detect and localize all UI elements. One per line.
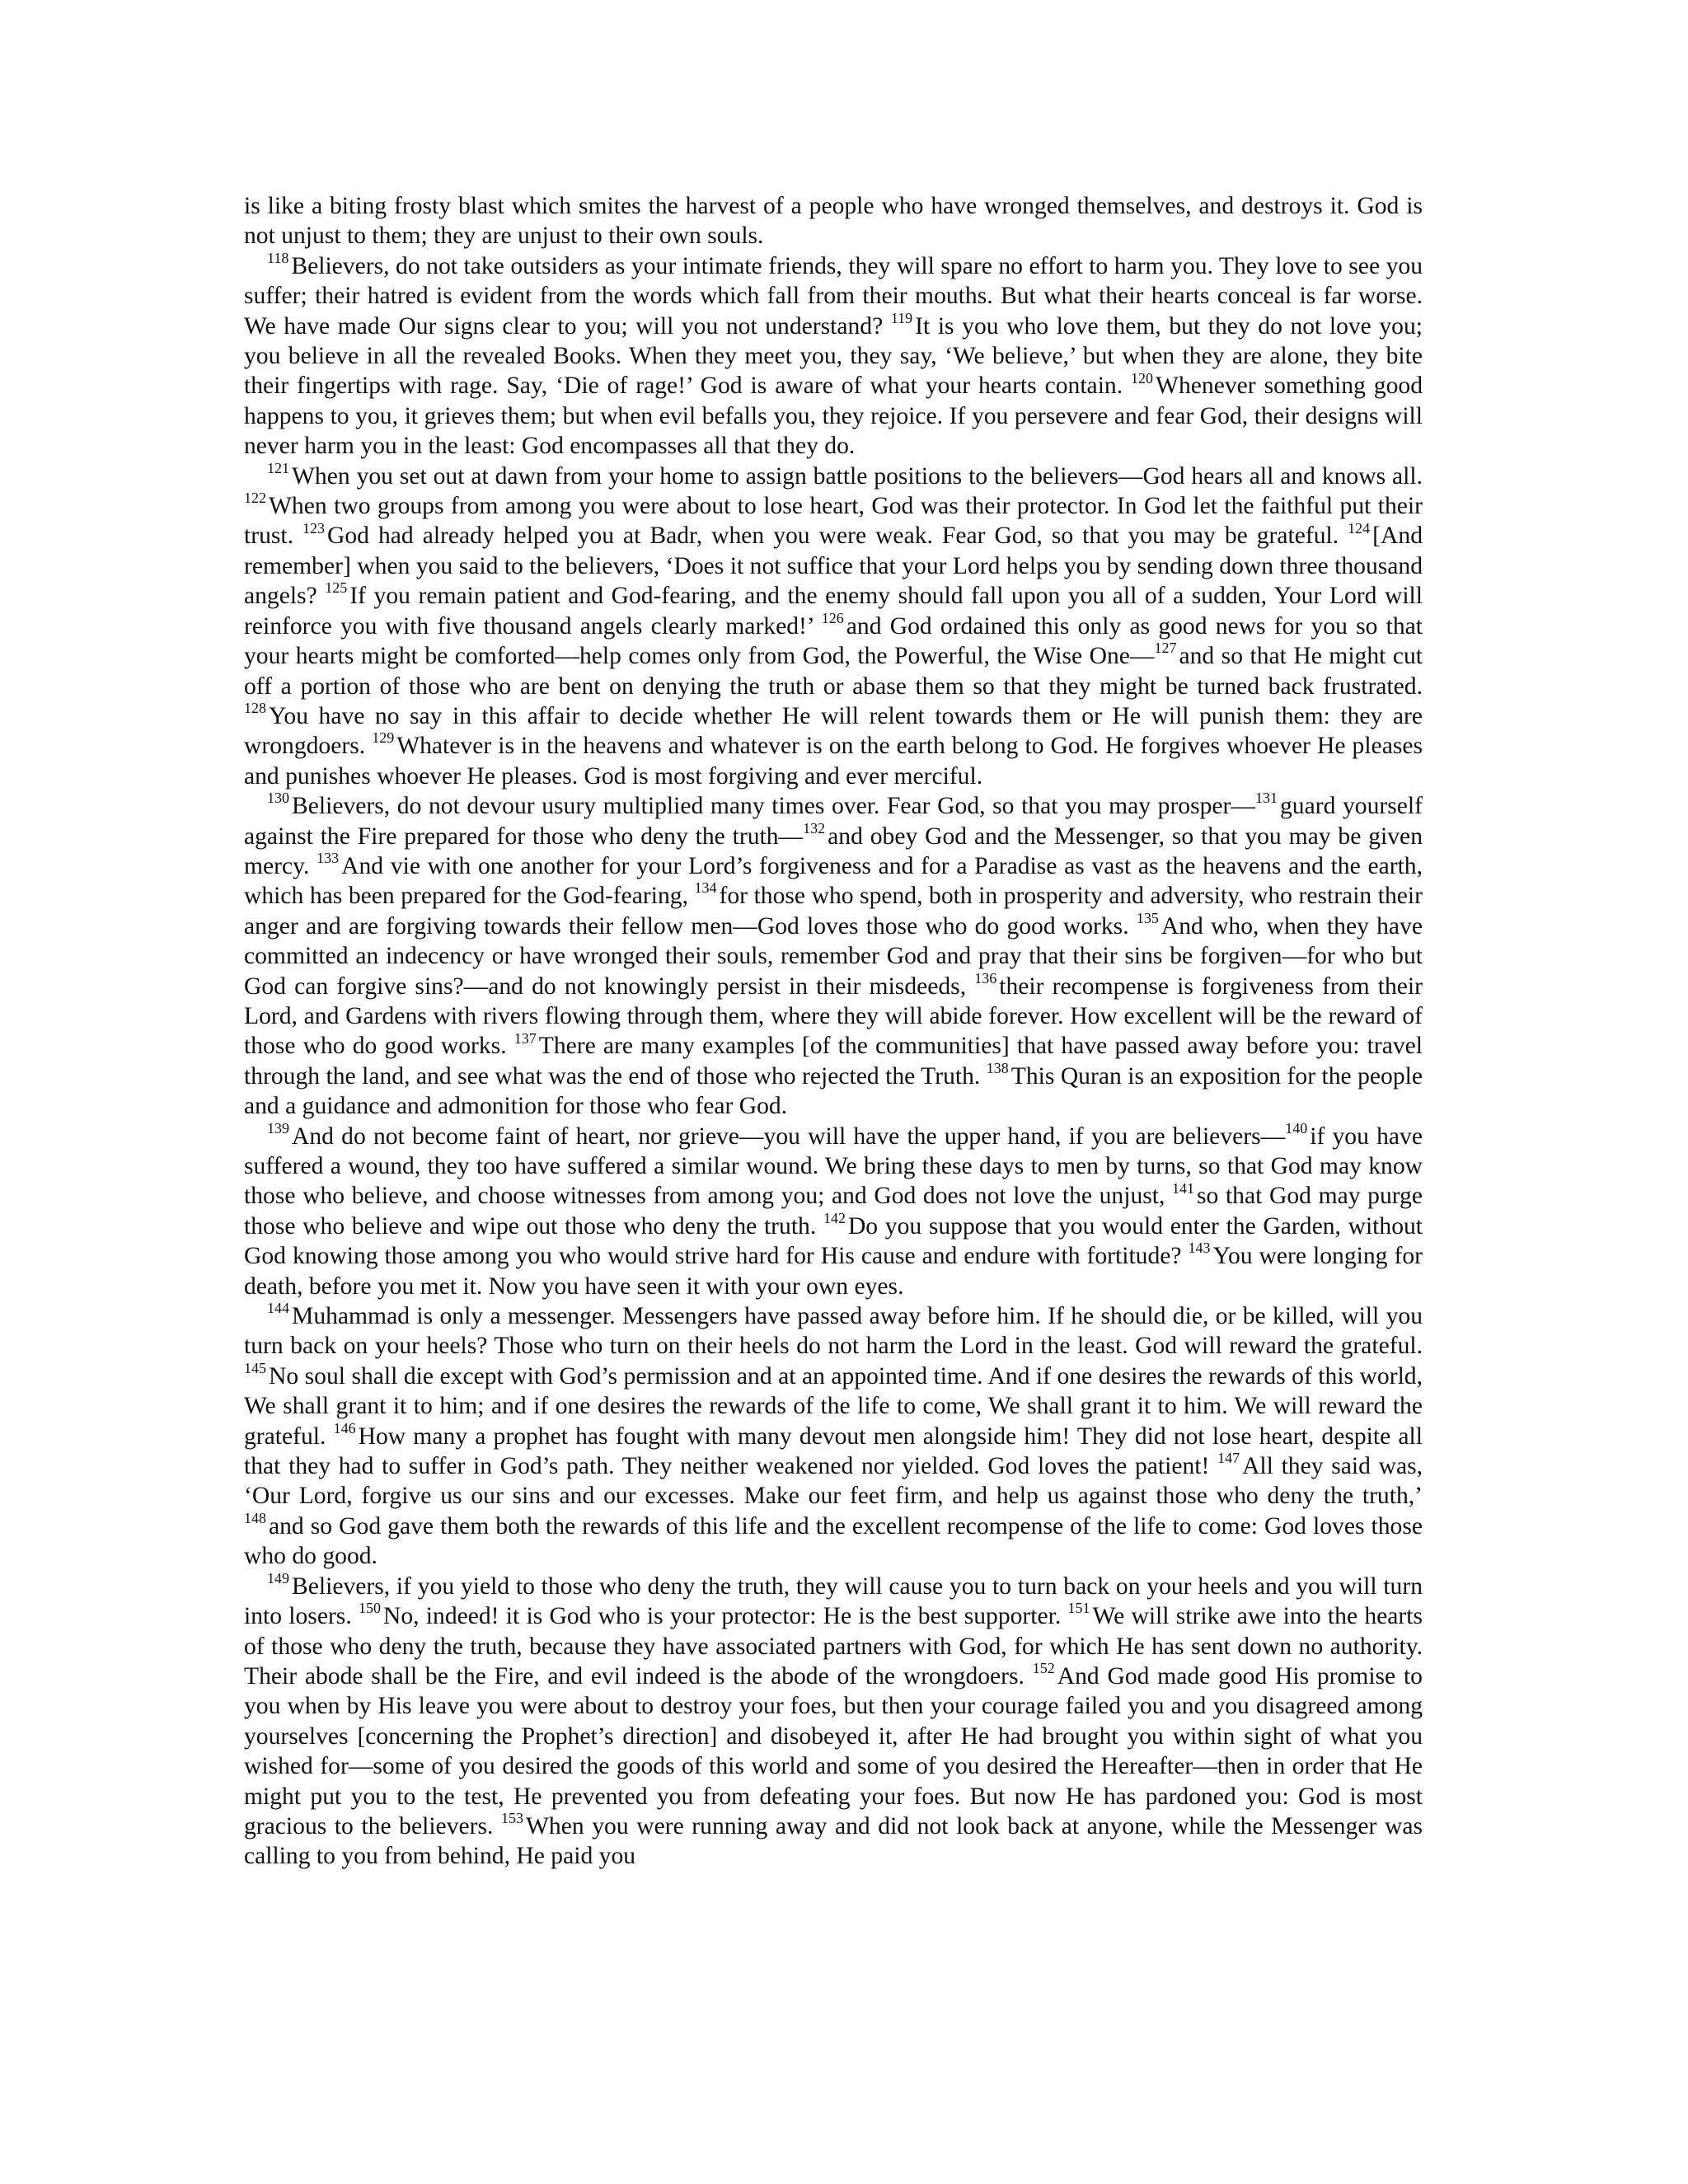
- paragraph: [244, 1301, 1423, 1572]
- verse-text: And God made good His promise to you when by His leave you were about to destroy your foes, but then your courage failed you and you disagreed among yourselves [concerning the Prophet’s direction] and disobeyed it, after He had brought you within sight of what you wished for—some of you desired the goods of this world and some of you desired the Hereafter—then in order that He might put you to the test, He prevented you from defeating your foes. But now He has pardoned you: God is most gracious to the believers.: [244, 1662, 1423, 1840]
- verse-number: 151: [1067, 1600, 1090, 1617]
- verse-number: 143: [1188, 1240, 1211, 1257]
- verse-text: Whenever something good happens to you, it grieves them; but when evil befalls you, they rejoice. If you persevere and fear God, their designs will never harm you in the least: God encompasses all that they do.: [244, 373, 1423, 460]
- paragraph: [244, 791, 1423, 1121]
- paragraph: [244, 251, 1423, 462]
- verse-number: 139: [267, 1119, 289, 1137]
- verse-text: God had already helped you at Badr, when you were weak. Fear God, so that you may be grateful.: [327, 523, 1348, 550]
- verse-text: guard yourself against the Fire prepared for those who deny the truth—: [244, 793, 1423, 850]
- verse-text: Do you suppose that you would enter the Garden, without God knowing those among you who would strive hard for His cause and endure with fortitude?: [244, 1212, 1423, 1270]
- verse-text: No soul shall die except with God’s permission and at an appointed time. And if one desires the rewards of this world, We shall grant it to him; and if one desires the rewards of the life to come, We shall grant it to him. We will reward the grateful.: [244, 1362, 1423, 1450]
- verse-number: 149: [267, 1569, 289, 1586]
- verse-text: When two groups from among you were about to lose heart, God was their protector. In God let the faithful put their trust.: [244, 493, 1423, 550]
- verse-number: 138: [986, 1059, 1009, 1076]
- verse-number: 125: [325, 579, 348, 597]
- verse-number: 124: [1348, 519, 1371, 537]
- verse-text: Muhammad is only a messenger. Messengers have passed away before him. If he should die, or be killed, will you turn back on your heels? Those who turn on their heels do not harm the Lord in the least. God will reward the grateful.: [244, 1303, 1423, 1360]
- verse-text: We will strike awe into the hearts of those who deny the truth, because they have associated partners with God, for which He has sent down no authority. Their abode shall be the Fire, and evil indeed is the abode of the wrongdoers.: [244, 1603, 1423, 1690]
- verse-number: 131: [1255, 790, 1278, 807]
- verse-number: 130: [267, 790, 289, 807]
- verse-number: 132: [803, 819, 826, 837]
- verse-number: 122: [244, 490, 266, 507]
- verse-text: How many a prophet has fought with many devout men alongside him! They did not lose heart, despite all that they had to suffer in God’s path. They neither weakened nor yielded. God loves the patient!: [244, 1422, 1423, 1480]
- verse-number: 144: [267, 1300, 289, 1317]
- verse-number: 153: [500, 1810, 523, 1827]
- verse-number: 145: [244, 1359, 266, 1376]
- verse-text: Believers, do not devour usury multiplied many times over. Fear God, so that you may prosper—: [292, 793, 1255, 820]
- verse-number: 140: [1285, 1119, 1308, 1137]
- verse-number: 120: [1131, 369, 1154, 387]
- verse-number: 136: [974, 969, 997, 987]
- verse-text: There are many examples [of the communities] that have passed away before you: travel through the land, and see what was the end of those who rejected the Truth.: [244, 1033, 1423, 1090]
- verse-number: 147: [1217, 1450, 1240, 1467]
- verse-number: 137: [513, 1029, 537, 1047]
- verse-number: 126: [821, 609, 844, 626]
- verse-number: 150: [358, 1600, 381, 1617]
- verse-text: You have no say in this affair to decide whether He will relent towards them or He will punish them: they are wrongdoers.: [244, 702, 1423, 760]
- verse-number: 128: [244, 700, 266, 717]
- verse-text: It is you who love them, but they do not love you; you believe in all the revealed Books. When they meet you, they say, ‘We believe,’ but when they are alone, they bite their fingertips with rage. Say, ‘Die of rage!’ God is aware of what your hearts contain.: [244, 312, 1423, 400]
- verse-text: and God ordained this only as good news for you so that your hearts might be comforted—help comes only from God, the Powerful, the Wise One—: [244, 612, 1423, 670]
- verse-text: And who, when they have committed an indecency or have wronged their souls, remember God and pray that their sins be forgiven—for who but God can forgive sins?—and do not knowingly persist in their misdeeds,: [244, 912, 1423, 1000]
- verse-number: 134: [694, 879, 717, 897]
- verse-text: Believers, do not take outsiders as your intimate friends, they will spare no effort to harm you. They love to see you suffer; their hatred is evident from the words which fall from their mouths. But what their hearts conceal is far worse. We have made Our signs clear to you; will you not understand?: [244, 252, 1423, 340]
- verse-text: You were longing for death, before you met it. Now you have seen it with your own eyes.: [244, 1243, 1423, 1300]
- verse-number: 152: [1032, 1660, 1055, 1677]
- verse-number: 119: [890, 309, 913, 326]
- verse-text: No, indeed! it is God who is your protector: He is the best supporter.: [382, 1603, 1068, 1630]
- verse-number: 127: [1154, 640, 1177, 657]
- verse-text: And do not become faint of heart, nor grieve—you will have the upper hand, if you are believers—: [292, 1122, 1286, 1150]
- verse-text: And vie with one another for your Lord’s forgiveness and for a Paradise as vast as the heavens and the earth, which has been prepared for the God-fearing,: [244, 852, 1423, 910]
- paragraph: [244, 1119, 1423, 1301]
- paragraph: [244, 459, 1423, 791]
- verse-text: When you were running away and did not look back at anyone, while the Messenger was calling to you from behind, He paid you: [244, 1812, 1423, 1870]
- verse-text: Believers, if you yield to those who deny the truth, they will cause you to turn back on your heels and you will turn into losers.: [244, 1572, 1423, 1630]
- verse-text: When you set out at dawn from your home to assign battle positions to the believers—God hears all and knows all.: [292, 462, 1423, 490]
- verse-number: 133: [316, 850, 340, 867]
- verse-number: 118: [267, 249, 289, 266]
- paragraph: [244, 191, 1423, 251]
- verse-number: 146: [333, 1419, 356, 1436]
- verse-text: [And remember] when you said to the believers, ‘Does it not suffice that your Lord helps you by sending down three thousand angels?: [244, 523, 1423, 610]
- verse-number: 135: [1136, 909, 1159, 926]
- verse-text: for those who spend, both in prosperity and adversity, who restrain their anger and are forgiving towards their fellow men—God loves those who do good works.: [244, 883, 1423, 940]
- verse-number: 123: [302, 519, 326, 537]
- paragraph: [244, 1569, 1423, 1872]
- verse-text: and so that He might cut off a portion of those who are bent on denying the truth or abase them so that they might be turned back frustrated.: [244, 643, 1423, 700]
- verse-text: and so God gave them both the rewards of this life and the excellent recompense of the life to come: God loves those who do good.: [244, 1512, 1423, 1570]
- verse-text: All they said was, ‘Our Lord, forgive us our sins and our excesses. Make our feet firm, and help us against those who deny the truth,’: [244, 1453, 1423, 1510]
- verse-text: so that God may purge those who believe and wipe out those who deny the truth.: [244, 1183, 1423, 1240]
- verse-number: 142: [823, 1209, 846, 1226]
- verse-number: 141: [1172, 1179, 1195, 1197]
- verse-text: Whatever is in the heavens and whatever is on the earth belong to God. He forgives whoever He pleases and punishes whoever He pleases. God is most forgiving and ever merciful.: [244, 733, 1423, 790]
- verse-text: is like a biting frosty blast which smites the harvest of a people who have wronged themselves, and destroys it. God is not unjust to them; they are unjust to their own souls.: [244, 193, 1423, 250]
- document-page: [244, 191, 1423, 1872]
- verse-number: 129: [372, 729, 395, 747]
- verse-text: If you remain patient and God-fearing, and the enemy should fall upon you all of a sudden, Your Lord will reinforce you with five thousand angels clearly marked!’: [244, 583, 1423, 640]
- verse-number: 121: [267, 459, 289, 476]
- verse-text: their recompense is forgiveness from their Lord, and Gardens with rivers flowing through them, where they will abide forever. How excellent will be the reward of those who do good works.: [244, 972, 1423, 1060]
- verse-text: and obey God and the Messenger, so that you may be given mercy.: [244, 823, 1423, 879]
- verse-text: This Quran is an exposition for the people and a guidance and admonition for those who fear God.: [244, 1062, 1423, 1120]
- verse-number: 148: [244, 1510, 266, 1527]
- verse-text: if you have suffered a wound, they too have suffered a similar wound. We bring these days to men by turns, so that God may know those who believe, and choose witnesses from among you; and God does not love the unjust,: [244, 1122, 1423, 1210]
